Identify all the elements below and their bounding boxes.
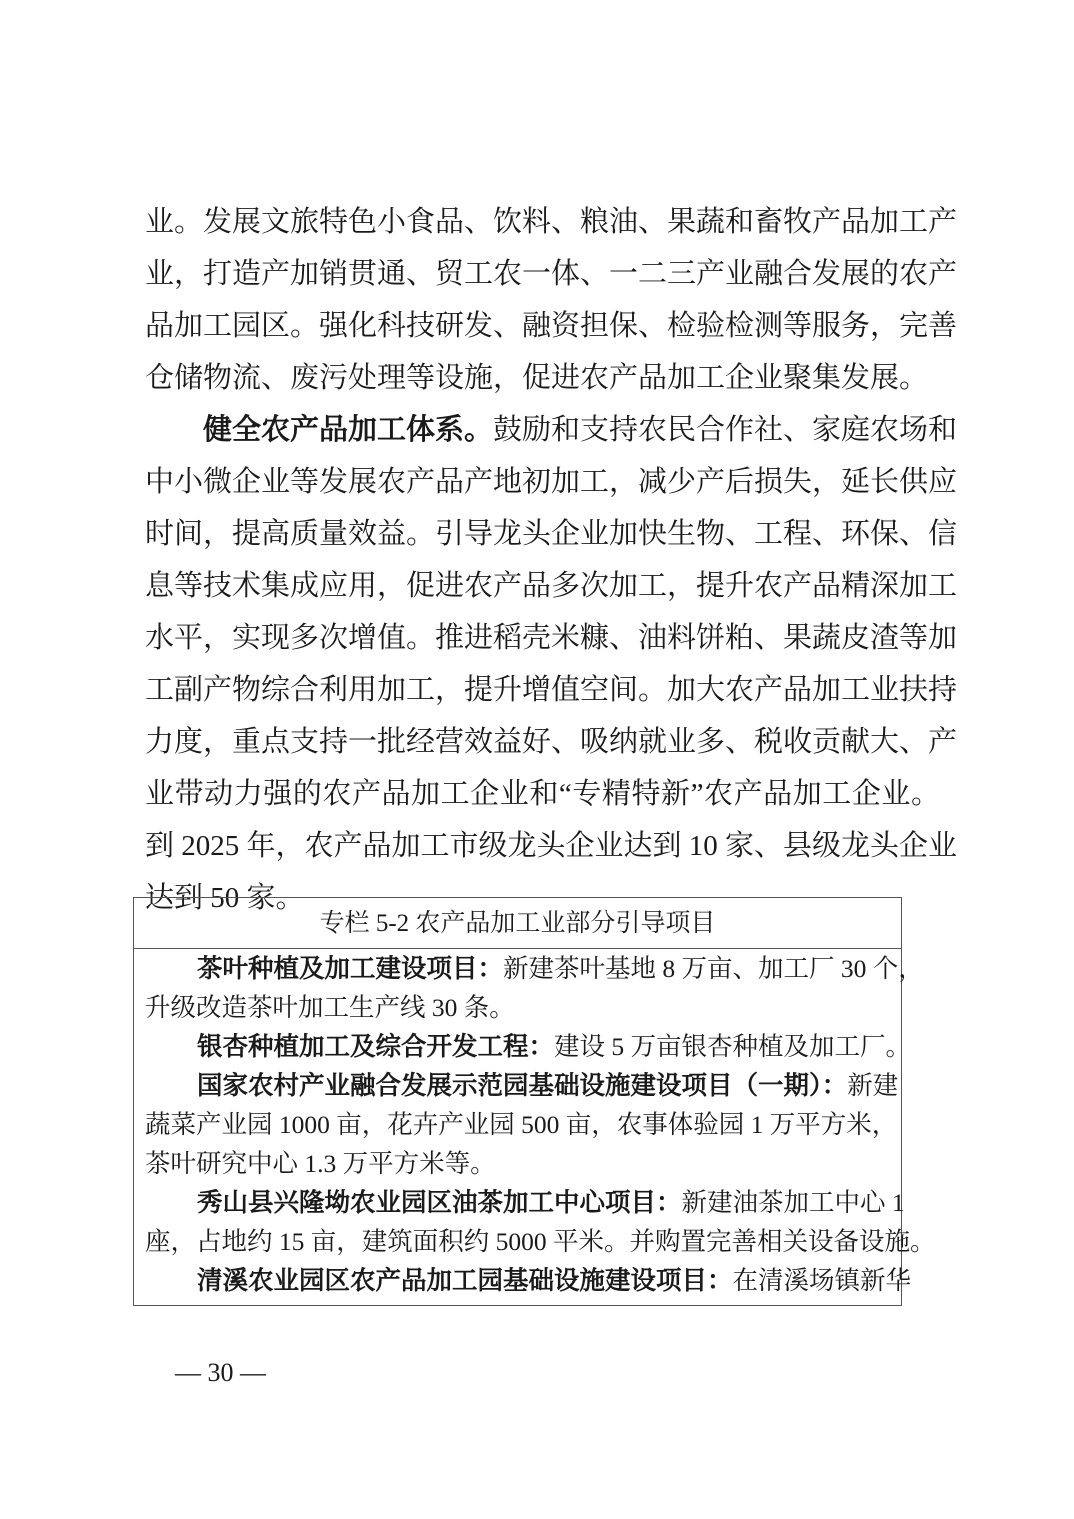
text-run: 升级改造茶叶加工生产线 30 条。 — [145, 993, 515, 1022]
text-line — [145, 1105, 898, 1144]
text-line — [145, 1144, 891, 1183]
text-run: 鼓励和支持农民合作社、家庭农场和 — [493, 414, 958, 446]
text-run: 业带动力强的农产品加工企业和“专精特新”农产品加工企业。 — [145, 778, 940, 810]
text-line — [145, 1183, 905, 1222]
box-title: 专栏 5-2 农产品加工业部分引导项目 — [134, 898, 901, 949]
text-run: 品加工园区。强化科技研发、融资担保、检验检测等服务，完善 — [145, 310, 958, 342]
text-run: 时间，提高质量效益。引导龙头企业加快生物、工程、环保、信 — [145, 518, 958, 550]
text-line — [145, 1222, 936, 1261]
text-run: 新建茶叶基地 8 万亩、加工厂 30 个， — [503, 954, 924, 983]
text-run: 建设 5 万亩银杏种植及加工厂。 — [554, 1032, 912, 1061]
text-line — [145, 664, 958, 716]
text-line — [145, 1066, 899, 1105]
project-box — [133, 897, 936, 1306]
text-run: 仓储物流、废污处理等设施，促进农产品加工企业聚集发展。 — [145, 362, 929, 394]
text-line — [145, 1027, 912, 1066]
text-run: 到 2025 年，农产品加工市级龙头企业达到 10 家、县级龙头企业 — [145, 830, 958, 862]
text-run: 力度，重点支持一批经营效益好、吸纳就业多、税收贡献大、产 — [145, 726, 958, 758]
text-run: 新建油茶加工中心 1 — [681, 1188, 905, 1217]
body-text — [145, 196, 958, 924]
text-run: 水平，实现多次增值。推进稻壳米糠、油料饼粕、果蔬皮渣等加 — [145, 622, 958, 654]
text-line — [145, 352, 940, 404]
text-run: 中小微企业等发展农产品产地初加工，减少产后损失，延长供应 — [145, 466, 958, 498]
text-line — [145, 988, 891, 1027]
text-run: 息等技术集成应用，促进农产品多次加工，提升农产品精深加工 — [145, 570, 958, 602]
text-run: 蔬菜产业园 1000 亩，花卉产业园 500 亩，农事体验园 1 万平方米， — [145, 1110, 898, 1139]
text-run: 达到 50 家。 — [145, 882, 305, 914]
text-line — [145, 560, 958, 612]
text-run: 新建 — [847, 1071, 899, 1100]
text-line — [145, 248, 958, 300]
bold-heading: 秀山县兴隆坳农业园区油茶加工中心项目： — [197, 1188, 682, 1217]
text-line — [145, 300, 958, 352]
bold-heading: 国家农村产业融合发展示范园基础设施建设项目（一期）： — [197, 1071, 848, 1100]
text-run: 在清溪场镇新华 — [732, 1266, 912, 1295]
text-line — [145, 508, 958, 560]
text-line — [145, 404, 958, 456]
bold-heading: 茶叶种植及加工建设项目： — [197, 954, 504, 983]
text-line — [145, 768, 940, 820]
bold-heading: 银杏种植加工及综合开发工程： — [197, 1032, 555, 1061]
text-line — [145, 820, 958, 872]
text-line — [145, 196, 958, 248]
text-line — [145, 716, 958, 768]
text-line — [145, 949, 924, 988]
box-body — [134, 949, 936, 1300]
text-run: 业，打造产加销贯通、贸工农一体、一二三产业融合发展的农产 — [145, 258, 958, 290]
text-run: 业。发展文旅特色小食品、饮料、粮油、果蔬和畜牧产品加工产 — [145, 206, 958, 238]
page-number: — 30 — — [175, 1358, 266, 1387]
bold-heading: 清溪农业园区农产品加工园基础设施建设项目： — [197, 1266, 733, 1295]
text-run: 茶叶研究中心 1.3 万平方米等。 — [145, 1149, 496, 1178]
text-line — [145, 456, 958, 508]
bold-heading: 健全农产品加工体系。 — [203, 414, 494, 446]
text-line — [145, 612, 958, 664]
text-run: 工副产物综合利用加工，提升增值空间。加大农产品加工业扶持 — [145, 674, 958, 706]
text-line — [145, 1261, 912, 1300]
text-run: 座，占地约 15 亩，建筑面积约 5000 平米。并购置完善相关设备设施。 — [145, 1227, 936, 1256]
